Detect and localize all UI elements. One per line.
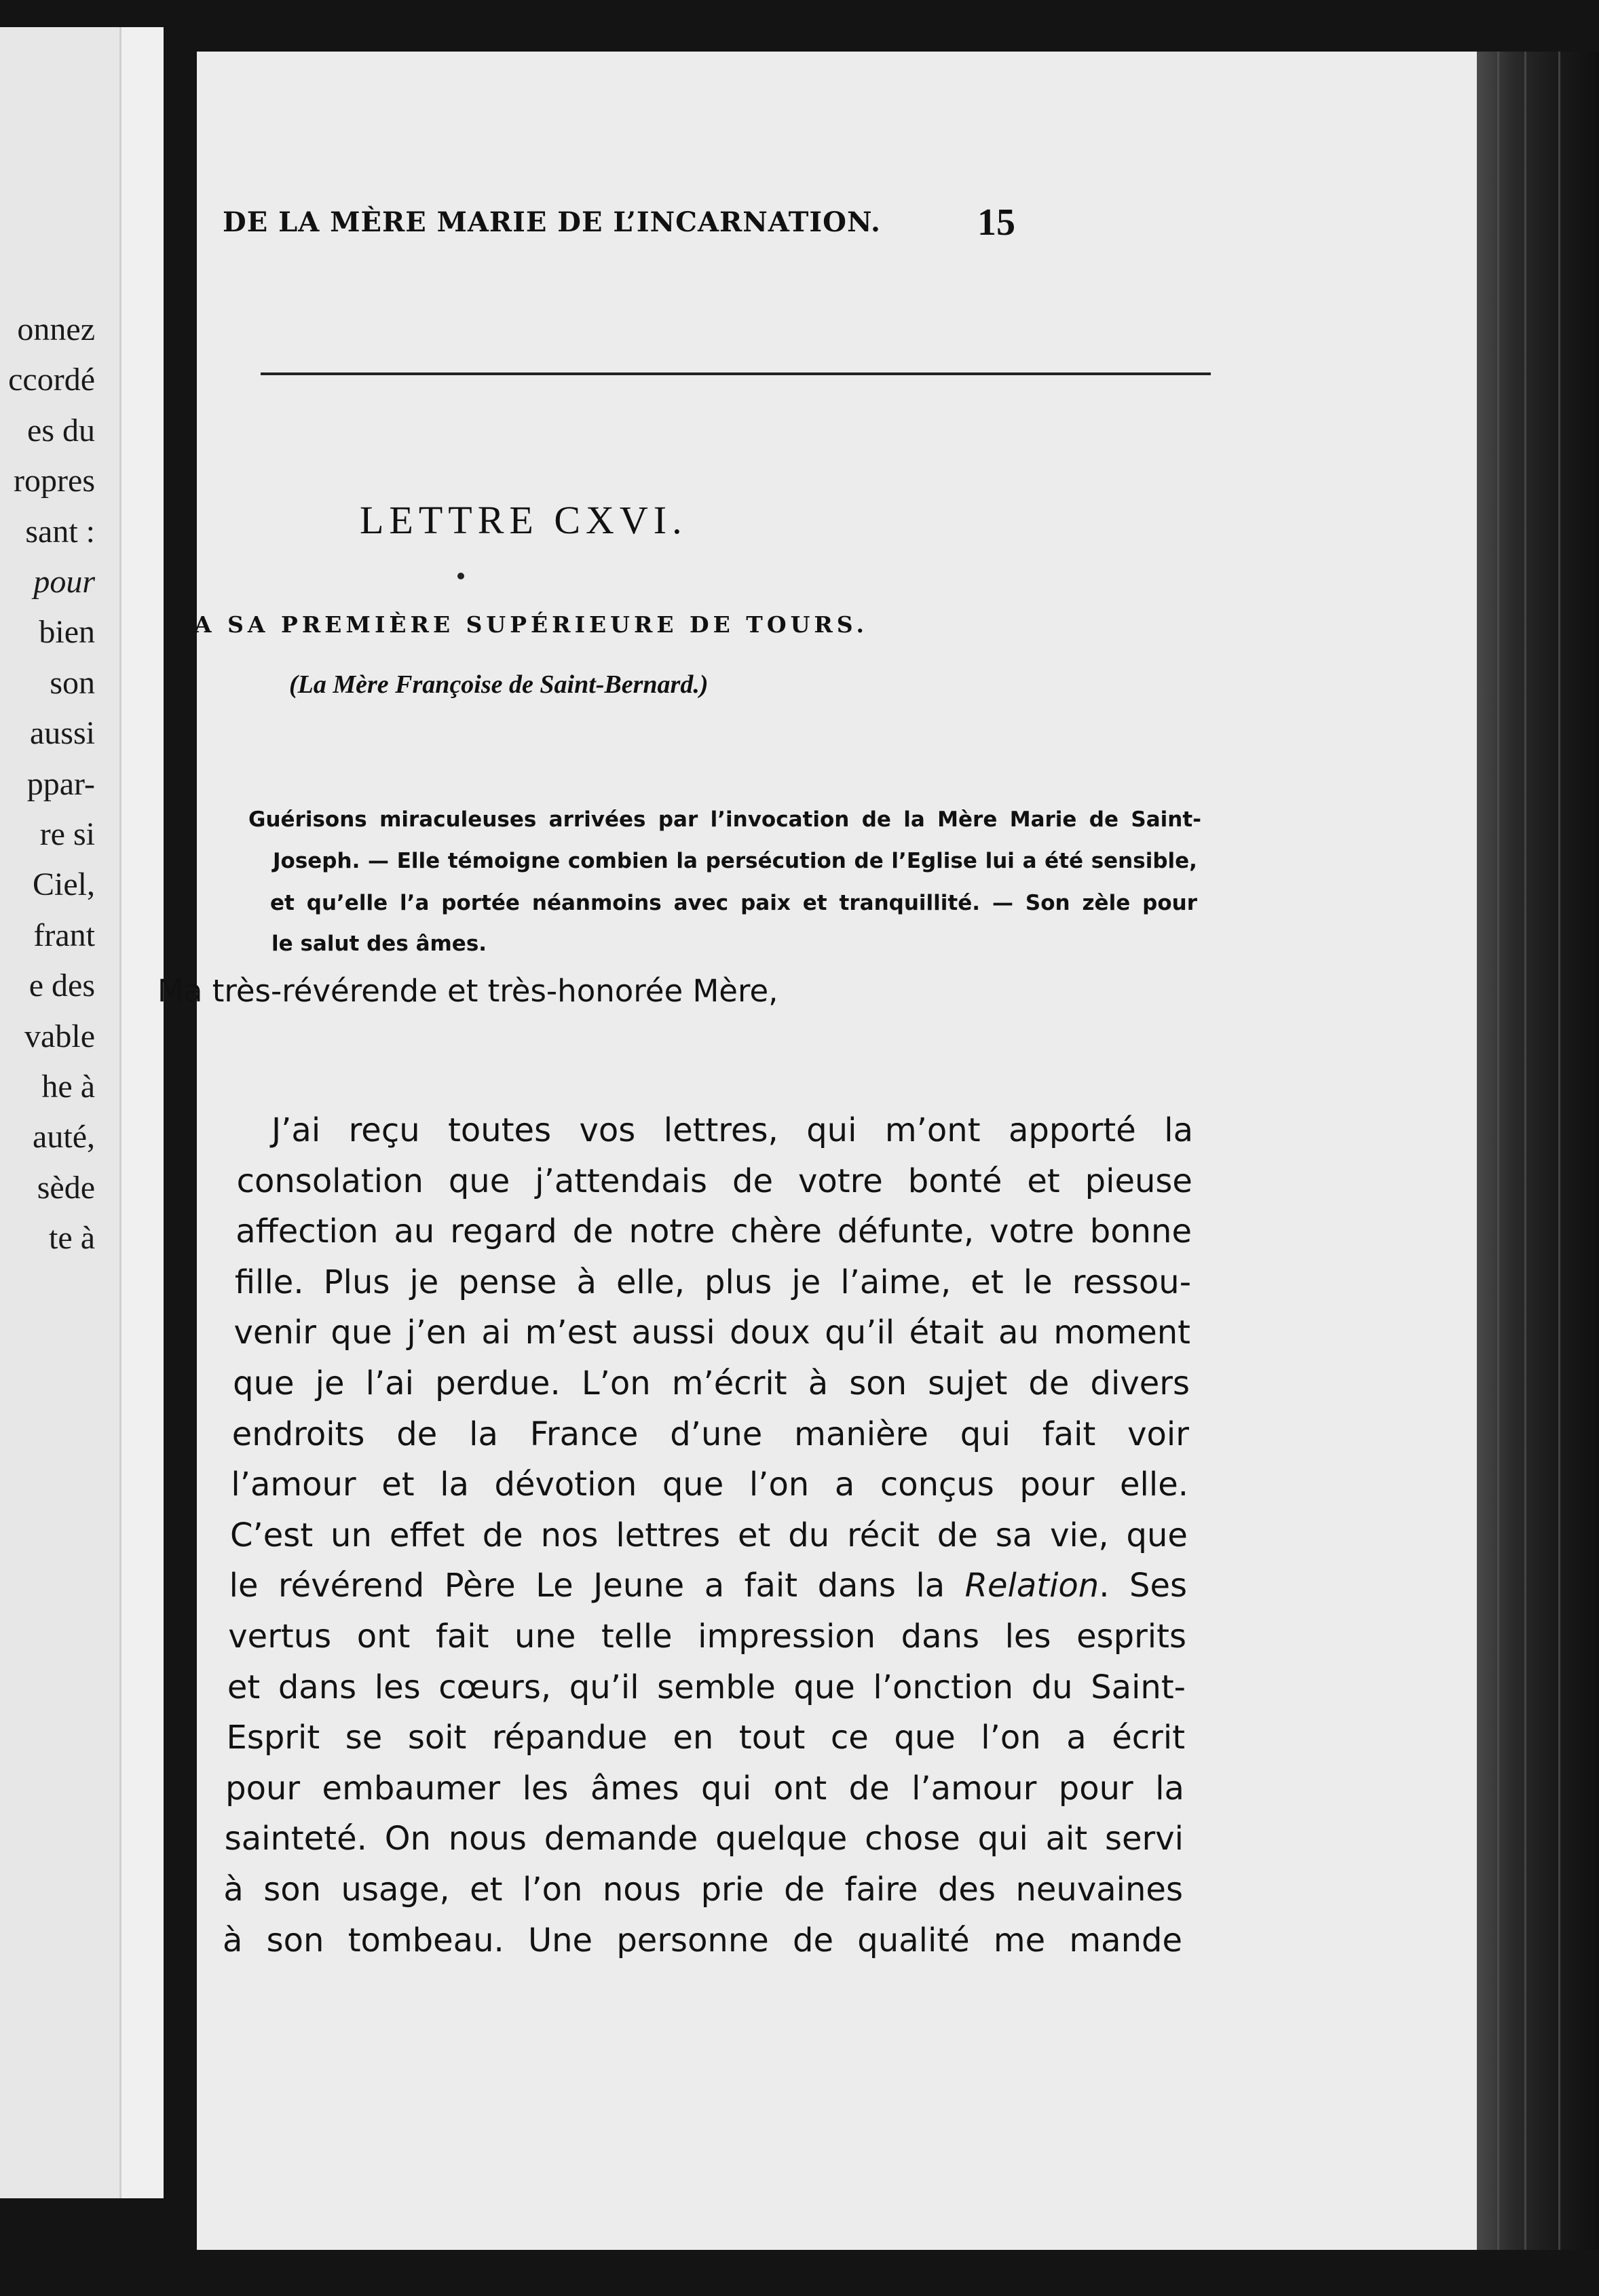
book-edge xyxy=(1477,52,1599,2250)
body-line: endroits de la France d’une manière qui fait voir xyxy=(231,1415,1189,1453)
letter-number: LETTRE CXVI. xyxy=(360,498,688,542)
summary-line: Guérisons miraculeuses arrivées par l’invocation de la Mère Marie de Saint- xyxy=(248,807,1202,832)
body-line: l’amour et la dévotion que l’on a conçus pour elle. xyxy=(231,1466,1188,1504)
stray-dot xyxy=(457,573,464,579)
body-line: à son tombeau. Une personne de qualité me mande xyxy=(223,1921,1183,1959)
left-page-fragment: frant xyxy=(33,917,95,953)
left-page-fragment: onnez xyxy=(17,311,95,347)
header-rule xyxy=(261,372,1211,375)
left-page-fragment: aussi xyxy=(30,715,95,752)
edge-streak xyxy=(1524,52,1526,2250)
body-line: et dans les cœurs, qu’il semble que l’onction du Saint- xyxy=(227,1668,1186,1706)
body-line: le révérend Père Le Jeune a fait dans la Relation. Ses xyxy=(229,1567,1187,1605)
left-page-fragment: re si xyxy=(39,816,95,852)
left-page-fragment: Ciel, xyxy=(33,866,95,903)
recipient-name: (La Mère Françoise de Saint-Bernard.) xyxy=(289,670,709,699)
left-page-fragment: ppar- xyxy=(26,765,95,802)
left-page-fragment: te à xyxy=(49,1220,95,1257)
left-page-fragment: e des xyxy=(29,968,95,1004)
body-line: C’est un effet de nos lettres et du récit de sa vie, que xyxy=(230,1516,1188,1554)
body-line: J’ai reçu toutes vos lettres, qui m’ont apporté la xyxy=(271,1111,1193,1149)
italic-title: Relation xyxy=(964,1567,1099,1605)
body-line: que je l’ai perdue. L’on m’écrit à son sujet de divers xyxy=(233,1364,1190,1402)
summary-line: le salut des âmes. xyxy=(271,932,487,956)
body-line: affection au regard de notre chère défunte, votre bonne xyxy=(236,1212,1192,1251)
left-page-fragment: es du xyxy=(27,412,95,448)
body-line: pour embaumer les âmes qui ont de l’amour pour la xyxy=(225,1769,1184,1807)
recipient-heading: A SA PREMIÈRE SUPÉRIEURE DE TOURS. xyxy=(194,611,868,638)
left-page-fragment: sant : xyxy=(25,513,95,550)
main-page xyxy=(197,52,1477,2250)
body-line: Esprit se soit répandue en tout ce que l’on a écrit xyxy=(226,1719,1186,1757)
running-title: DE LA MÈRE MARIE DE L’INCARNATION. xyxy=(223,206,881,238)
page-number: 15 xyxy=(977,202,1015,244)
body-line: venir que j’en ai m’est aussi doux qu’il était au moment xyxy=(233,1314,1190,1352)
left-page-fragment: ccordé xyxy=(8,362,95,398)
edge-streak xyxy=(1558,52,1560,2250)
body-line: fille. Plus je pense à elle, plus je l’aime, et le ressou- xyxy=(234,1263,1192,1301)
left-page-fragment: son xyxy=(50,664,95,701)
body-line: consolation que j’attendais de votre bonté et pieuse xyxy=(236,1162,1192,1200)
edge-streak xyxy=(1497,52,1499,2250)
left-page-fragment: sède xyxy=(37,1169,95,1206)
left-page-margin-strip xyxy=(119,27,164,2198)
left-page-fragment: auté, xyxy=(33,1119,95,1155)
left-page-fragment: he à xyxy=(41,1069,95,1105)
salutation: Ma très-révérende et très-honorée Mère, xyxy=(157,973,778,1009)
body-line: vertus ont fait une telle impression dans les esprits xyxy=(228,1618,1186,1656)
left-page-fragment: vable xyxy=(24,1018,95,1054)
left-page-fragment: bien xyxy=(39,614,95,651)
summary-line: et qu’elle l’a portée néanmoins avec paix et tranquillité. — Son zèle pour xyxy=(270,891,1198,915)
left-page-fragment: ropres xyxy=(14,463,95,499)
left-page-fragment: pour xyxy=(33,564,95,600)
body-line: sainteté. On nous demande quelque chose qui ait servi xyxy=(224,1820,1184,1858)
summary-line: Joseph. — Elle témoigne combien la persécution de l’Eglise lui a été sensible, xyxy=(273,849,1197,873)
body-line: à son usage, et l’on nous prie de faire des neuvaines xyxy=(223,1871,1183,1909)
